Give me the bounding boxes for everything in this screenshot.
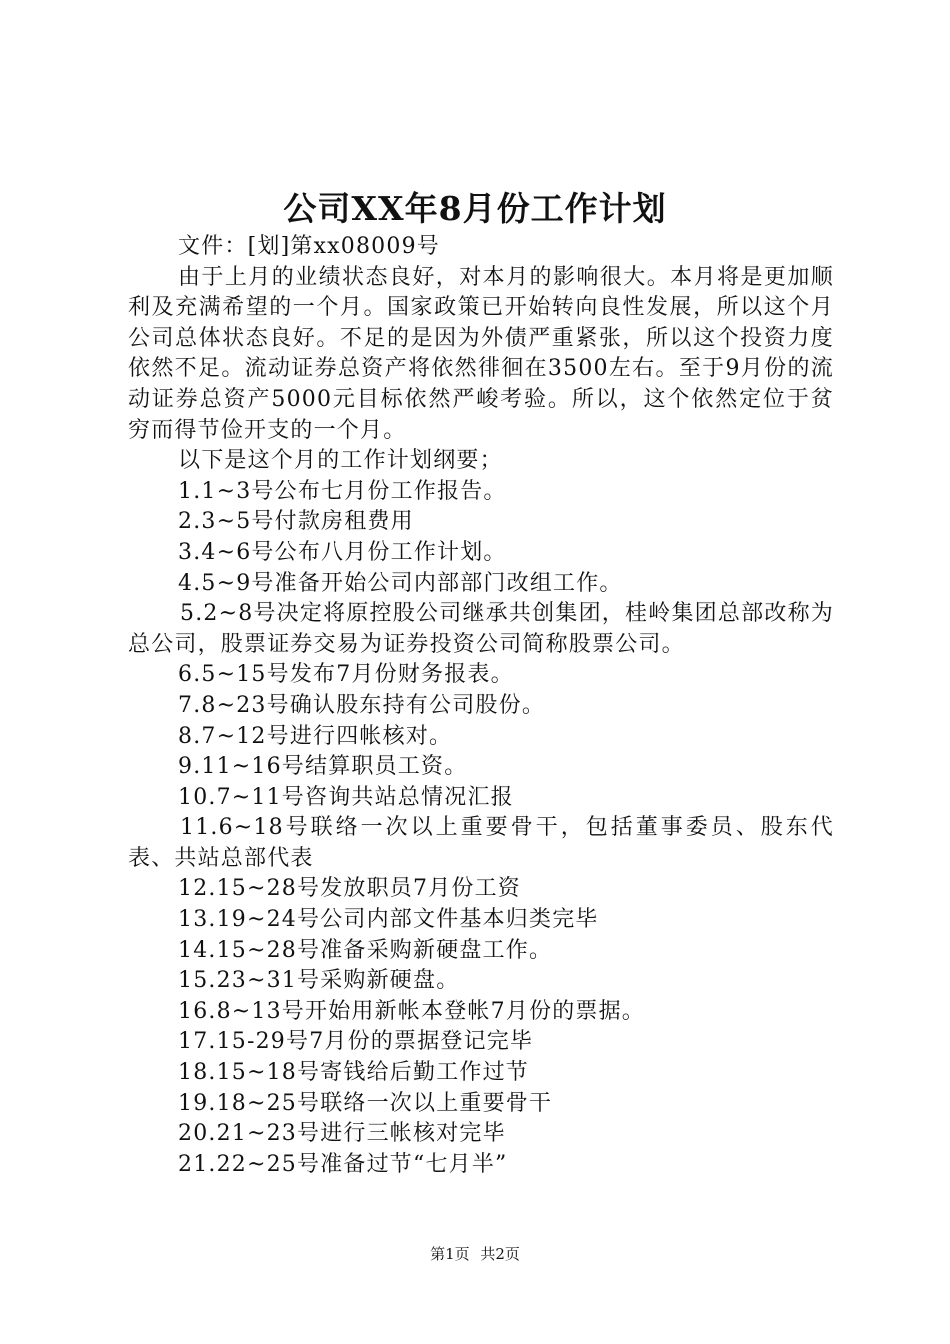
plan-item: 20.21~23号进行三帐核对完毕 [178, 1121, 506, 1147]
plan-item: 8.7~12号进行四帐核对。 [178, 723, 453, 749]
plan-item: 10.7~11号咨询共站总情况汇报 [178, 784, 514, 810]
plan-item: 5.2~8号决定将原控股公司继承共创集团，桂岭集团总部改称为总公司，股票证券交易为证券投资公司简称股票公司。 [128, 601, 834, 657]
plan-item: 3.4~6号公布八月份工作计划。 [178, 539, 507, 565]
plan-item: 1.1~3号公布七月份工作报告。 [178, 478, 507, 504]
plan-item: 11.6~18号联络一次以上重要骨干，包括董事委员、股东代表、共站总部代表 [128, 815, 834, 871]
plan-item: 9.11~16号结算职员工资。 [178, 754, 468, 780]
plan-item: 19.18~25号联络一次以上重要骨干 [178, 1090, 553, 1116]
plan-item: 7.8~23号确认股东持有公司股份。 [178, 692, 546, 718]
plan-item: 17.15-29号7月份的票据登记完毕 [178, 1029, 534, 1055]
plan-item: 2.3~5号付款房租费用 [178, 509, 414, 535]
plan-item: 12.15~28号发放职员7月份工资 [178, 876, 522, 902]
plan-item: 18.15~18号寄钱给后勤工作过节 [178, 1060, 530, 1086]
outline-heading: 以下是这个月的工作计划纲要； [178, 448, 503, 474]
page-number: 第1页 [430, 1245, 470, 1263]
plan-item: 6.5~15号发布7月份财务报表。 [178, 662, 514, 688]
plan-item: 16.8~13号开始用新帐本登帐7月份的票据。 [178, 998, 646, 1024]
page-footer [0, 1244, 950, 1264]
document-title: 公司XX年8月份工作计划 [283, 189, 667, 228]
plan-item: 15.23~31号采购新硬盘。 [178, 968, 460, 994]
document-body [128, 232, 834, 1180]
file-number: 文件：[划]第xx08009号 [178, 234, 440, 259]
plan-item: 21.22~25号准备过节“七月半” [178, 1151, 508, 1177]
page-total: 共2页 [480, 1245, 520, 1263]
plan-item: 13.19~24号公司内部文件基本归类完毕 [178, 907, 599, 933]
plan-item: 4.5~9号准备开始公司内部部门改组工作。 [178, 570, 623, 596]
plan-item: 14.15~28号准备采购新硬盘工作。 [178, 937, 553, 963]
intro-paragraph: 由于上月的业绩状态良好，对本月的影响很大。本月将是更加顺利及充满希望的一个月。国家政策已开始转向良性发展，所以这个月公司总体状态良好。不足的是因为外债严重紧张，所以这个投资力度依然不足。流动证券总资产将依然徘徊在3500左右。至于9月份的流动证券总资产5000元目标依然严峻考验。所以，这个依然定位于贫穷而得节俭开支的一个月。 [128, 264, 834, 443]
